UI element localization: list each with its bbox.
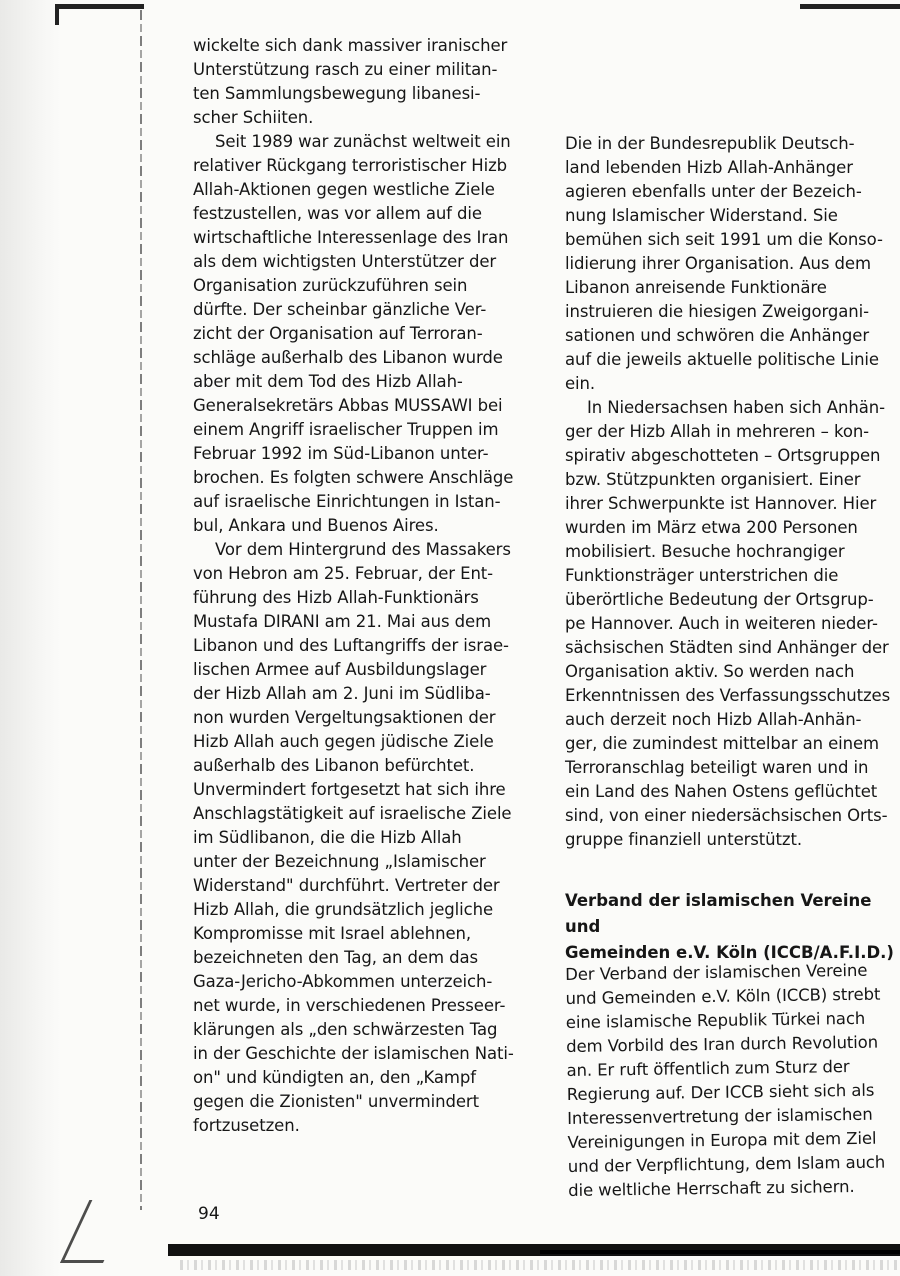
section-body — [565, 958, 898, 1203]
page-number: 94 — [198, 1204, 220, 1224]
section-heading: Verband der islamischen Vereine und Gemeinden e.V. Köln (ICCB/A.F.I.D.) — [565, 891, 894, 962]
scan-corner-mark — [55, 4, 144, 25]
paragraph: Die in der Bundesrepublik Deutsch- land lebenden Hizb Allah-Anhänger agieren ebenfalls unter der Bezeich- nung Islamischer Widerstand. Sie bemühen sich seit 1991 um die Konso- lidierung ihrer Organisation. Aus dem Libanon anreisende Funktionäre instruieren die hiesigen Zweigorgani- sationen und schwören die Anhänger auf die jeweils aktuelle politische Linie ein. — [565, 134, 883, 393]
scan-bottom-bar-dark — [540, 1250, 900, 1254]
paragraph: Der Verband der islamischen Vereine und Gemeinden e.V. Köln (ICCB) strebt eine islamische Republik Türkei nach dem Vorbild des Iran durch Revolution an. Er ruft öffentlich zum Sturz der Regierung auf. Der ICCB sieht sich als Interessenvertretung der islamischen Vereinigungen in Europa mit dem Ziel und der Verpflichtung, dem Islam auch die weltliche Herrschaft zu sichern. — [565, 960, 886, 1200]
scan-left-shadow — [0, 0, 60, 1276]
scan-bottom-left-mark — [60, 1200, 132, 1263]
scan-left-edge-line — [140, 10, 142, 1210]
right-column — [565, 132, 895, 852]
scan-bottom-noise — [180, 1260, 900, 1270]
paragraph: Vor dem Hintergrund des Massakers von Hebron am 25. Februar, der Ent- führung des Hizb Allah-Funktionärs Mustafa DIRANI am 21. Mai aus dem Libanon und des Luftangriffs der israe- lischen Armee auf Ausbildungslager der Hizb Allah am 2. Juni im Südliba- non wurden Vergeltungsaktionen der Hizb Allah auch gegen jüdische Ziele außerhalb des Libanon befürchtet. Unvermindert fortgesetzt hat sich ihre Anschlagstätigkeit auf israelische Ziele im Südlibanon, die die Hizb Allah unter der Bezeichnung „Islamischer Widerstand" durchführt. Vertreter der Hizb Allah, die grundsätzlich jegliche Kompromisse mit Israel ablehnen, bezeichneten den Tag, an dem das Gaza-Jericho-Abkommen unterzeich- net wurde, in verschiedenen Presseer- klärungen als „den schwärzesten Tag in der Geschichte der islamischen Nati- on" und kündigten an, den „Kampf gegen die Zionisten" unvermindert fortzusetzen. — [193, 540, 514, 1135]
paragraph: Seit 1989 war zunächst weltweit ein relativer Rückgang terroristischer Hizb Allah-Aktionen gegen westliche Ziele festzustellen, was vor allem auf die wirtschaftliche Interessenlage des Iran als dem wichtigsten Unterstützer der Organisation zurückzuführen sein dürfte. Der scheinbar gänzliche Ver- zicht der Organisation auf Terroran- schläge außerhalb des Libanon wurde aber mit dem Tod des Hizb Allah- Generalsekretärs Abbas MUSSAWI bei einem Angriff israelischer Truppen im Februar 1992 im Süd-Libanon unter- brochen. Es folgten schwere Anschläge auf israelische Einrichtungen in Istan- bul, Ankara und Buenos Aires. — [193, 132, 514, 535]
scan-top-line — [800, 4, 900, 9]
paragraph: In Niedersachsen haben sich Anhän- ger der Hizb Allah in mehreren – kon- spirativ abgeschotteten – Ortsgruppen bzw. Stützpunkten organisiert. Einer ihrer Schwerpunkte ist Hannover. Hier wurden im März etwa 200 Personen mobilisiert. Besuche hochrangiger Funktionsträger unterstrichen die überörtliche Bedeutung der Ortsgrup- pe Hannover. Auch in weiteren nieder- sächsischen Städten sind Anhänger der Organisation aktiv. So werden nach Erkenntnissen des Verfassungsschutzes auch derzeit noch Hizb Allah-Anhän- ger, die zumindest mittelbar an einem Terroranschlag beteiligt waren und in ein Land des Nahen Ostens geflüchtet sind, von einer niedersächsischen Orts- gruppe finanziell unterstützt. — [565, 398, 891, 849]
paragraph: wickelte sich dank massiver iranischer Unterstützung rasch zu einer militan- ten Sammlungsbewegung libanesi- scher Schiiten. — [193, 36, 508, 127]
left-column — [193, 34, 538, 1138]
